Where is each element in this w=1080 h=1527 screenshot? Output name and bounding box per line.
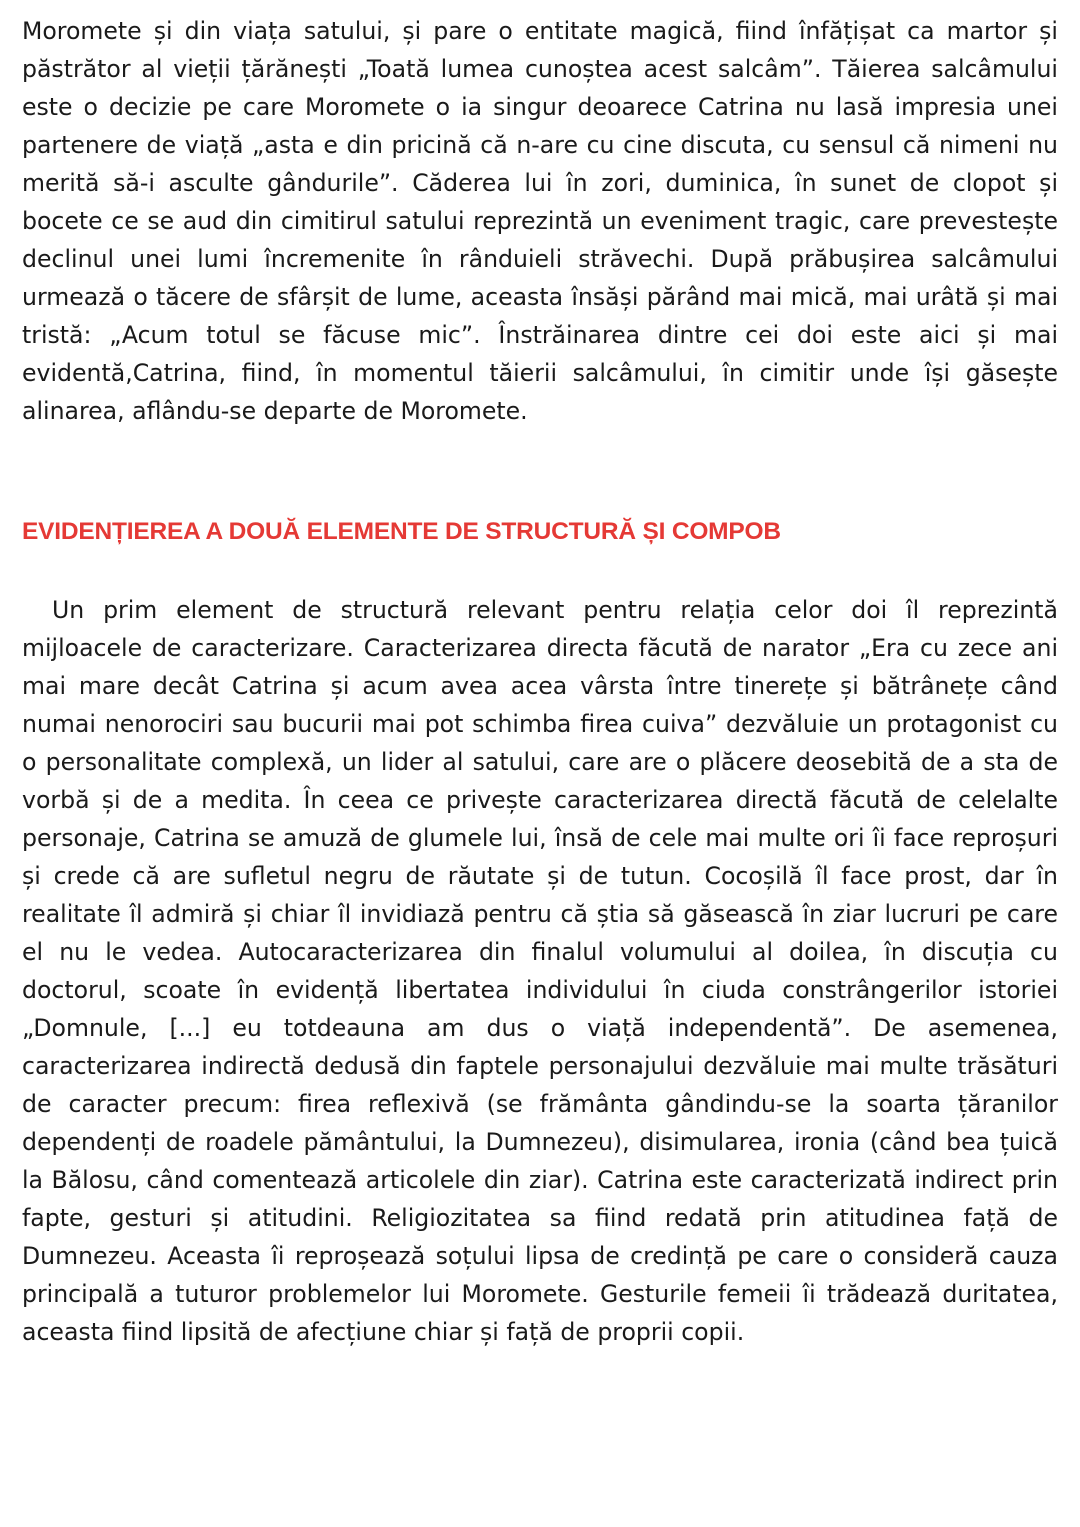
body-paragraph-continuation: Moromete și din viața satului, și pare o entitate magică, fiind înfățișat ca martor și păstrător al vieții țărănești „Toată lumea cunoștea acest salcâm”. Tăierea salcâmului este o decizie pe care Moromete o ia singur deoarece Catrina nu lasă impresia unei partenere de viață „asta e din pricină că n-are cu cine discuta, cu sensul că nimeni nu merită să-i asculte gândurile”. Căderea lui în zori, duminica, în sunet de clopot și bocete ce se aud din cimitirul satului reprezintă un eveniment tragic, care prevestește declinul unei lumi încremenite în rânduieli străvechi. După prăbușirea salcâmului urmează o tăcere de sfârșit de lume, aceasta însăși părând mai mică, mai urâtă și mai tristă: „Acum totul se făcuse mic”. Înstrăinarea dintre cei doi este aici și mai evidentă,Catrina, fiind, în momentul tăierii salcâmului, în cimitir unde își găsește alinarea, aflându-se departe de Moromete. bbox=[22, 17, 1058, 425]
body-paragraph-characterization: Un prim element de structură relevant pentru relația celor doi îl reprezintă mijloacele de caracterizare. Caracterizarea directa făcută de narator „Era cu zece ani mai mare decât Catrina și acum avea acea vârsta între tinerețe și bătrânețe când numai nenorociri sau bucurii mai pot schimba firea cuiva” dezvăluie un protagonist cu o personalitate complexă, un lider al satului, care are o plăcere deosebită de a sta de vorbă și de a medita. În ceea ce privește caracterizarea directă făcută de celelalte personaje, Catrina se amuză de glumele lui, însă de cele mai multe ori îi face reproșuri și crede că are sufletul negru de răutate și de tutun. Cocoșilă îl face prost, dar în realitate îl admiră și chiar îl invidiază pentru că știa să găsească în ziar lucruri pe care el nu le vedea. Autocaracterizarea din finalul volumului al doilea, în discuția cu doctorul, scoate în evidență libertatea individului în ciuda constrângerilor istoriei „Domnule, [...] eu totdeauna am dus o viață independentă”. De asemenea, caracterizarea indirectă dedusă din faptele personajului dezvăluie mai multe trăsături de caracter precum: firea reflexivă (se frământa gândindu-se la soarta țăranilor dependenți de roadele pământului, la Dumnezeu), disimularea, ironia (când bea țuică la Bălosu, când comentează articolele din ziar). Catrina este caracterizată indirect prin fapte, gesturi și atitudini. Religiozitatea sa fiind redată prin atitudinea față de Dumnezeu. Aceasta îi reproșează soțului lipsa de credință pe care o consideră cauza principală a tuturor problemelor lui Moromete. Gesturile femeii îi trădează duritatea, aceasta fiind lipsită de afecțiune chiar și față de proprii copii. bbox=[22, 596, 1058, 1346]
document-page bbox=[22, 12, 1058, 1351]
section-heading: EVIDENȚIEREA A DOUĂ ELEMENTE DE STRUCTURĂ ȘI COMPOB bbox=[22, 518, 781, 545]
